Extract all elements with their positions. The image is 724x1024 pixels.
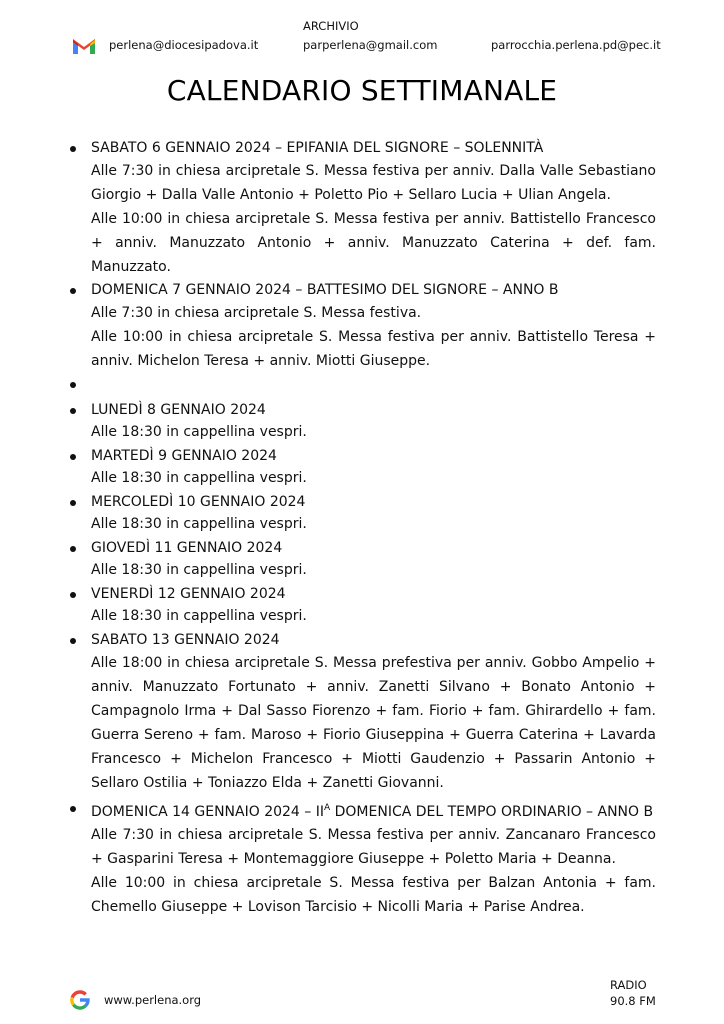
- event-detail: Alle 7:30 in chiesa arcipretale S. Messa festiva.: [91, 305, 422, 321]
- spacer: [91, 373, 656, 396]
- event-detail: Alle 7:30 in chiesa arcipretale S. Messa festiva per anniv. Zancanaro Francesco + Gasparini Teresa + Montemaggiore Giuseppe + Poletto Maria + Deanna.: [91, 827, 656, 867]
- list-item: [91, 537, 656, 581]
- radio-frequency: 90.8 FM: [610, 994, 656, 1008]
- event-detail: Alle 18:30 in cappellina vespri.: [91, 562, 307, 578]
- event-heading: SABATO 13 GENNAIO 2024: [91, 632, 280, 648]
- event-heading: MARTEDÌ 9 GENNAIO 2024: [91, 448, 277, 464]
- website-link[interactable]: www.perlena.org: [104, 993, 202, 1007]
- list-item: [91, 583, 656, 627]
- event-detail: Alle 10:00 in chiesa arcipretale S. Messa festiva per anniv. Battistello Francesco + anniv. Manuzzato Antonio + anniv. Manuzzato Caterina + def. fam. Manuzzato.: [91, 211, 656, 275]
- event-heading: MERCOLEDÌ 10 GENNAIO 2024: [91, 494, 306, 510]
- email-pec-link[interactable]: parrocchia.perlena.pd@pec.it: [491, 38, 661, 52]
- event-detail: Alle 18:30 in cappellina vespri.: [91, 470, 307, 486]
- event-detail: Alle 18:30 in cappellina vespri.: [91, 424, 307, 440]
- list-item: [91, 399, 656, 443]
- email-primary-link[interactable]: perlena@diocesipadova.it: [109, 38, 259, 52]
- event-heading: GIOVEDÌ 11 GENNAIO 2024: [91, 540, 283, 556]
- list-item: [91, 491, 656, 535]
- event-heading-prefix: DOMENICA 14 GENNAIO 2024 – II: [91, 804, 324, 820]
- event-heading: LUNEDÌ 8 GENNAIO 2024: [91, 402, 266, 418]
- list-item: [91, 137, 656, 279]
- event-heading: DOMENICA 7 GENNAIO 2024 – BATTESIMO DEL SIGNORE – ANNO B: [91, 282, 559, 298]
- event-heading-suffix: DOMENICA DEL TEMPO ORDINARIO – ANNO B: [330, 804, 654, 820]
- event-heading: [91, 797, 656, 823]
- event-heading: SABATO 6 GENNAIO 2024 – EPIFANIA DEL SIGNORE – SOLENNITÀ: [91, 140, 544, 156]
- events-list: [91, 137, 656, 919]
- event-heading-sup: A: [324, 803, 331, 813]
- list-item: [91, 797, 656, 919]
- event-detail: Alle 18:00 in chiesa arcipretale S. Messa prefestiva per anniv. Gobbo Ampelio + anniv. Manuzzato Fortunato + anniv. Zanetti Silvano + Bonato Antonio + Campagnolo Irma + Dal Sasso Fiorenzo + fam. Fiorio + fam. Ghirardello + fam. Guerra Sereno + fam. Maroso + Fiorio Giuseppina + Guerra Caterina + Lavarda Francesco + Michelon Francesco + Miotti Gaudenzio + Passarin Antonio + Sellaro Ostilia + Toniazzo Elda + Zanetti Giovanni.: [91, 655, 656, 791]
- event-heading: VENERDÌ 12 GENNAIO 2024: [91, 586, 286, 602]
- email-gmail-link[interactable]: parperlena@gmail.com: [303, 38, 438, 52]
- radio-info: [610, 977, 656, 1009]
- event-detail: Alle 7:30 in chiesa arcipretale S. Messa festiva per anniv. Dalla Valle Sebastiano Giorgio + Dalla Valle Antonio + Poletto Pio + Sellaro Lucia + Ulian Angela.: [91, 163, 656, 203]
- list-item: [91, 629, 656, 795]
- list-item: [91, 279, 656, 373]
- gmail-icon: [71, 36, 97, 56]
- event-detail: Alle 10:00 in chiesa arcipretale S. Messa festiva per anniv. Battistello Teresa + anniv. Michelon Teresa + anniv. Miotti Giuseppe.: [91, 329, 656, 369]
- event-detail: Alle 18:30 in cappellina vespri.: [91, 516, 307, 532]
- google-icon: [69, 989, 91, 1011]
- event-detail: Alle 18:30 in cappellina vespri.: [91, 608, 307, 624]
- archive-label: ARCHIVIO: [303, 19, 359, 33]
- event-detail: Alle 10:00 in chiesa arcipretale S. Messa festiva per Balzan Antonia + fam. Chemello Giuseppe + Lovison Tarcisio + Nicolli Maria + Parise Andrea.: [91, 875, 656, 915]
- radio-label: RADIO: [610, 978, 647, 992]
- page-title: CALENDARIO SETTIMANALE: [166, 74, 558, 107]
- list-item: [91, 445, 656, 489]
